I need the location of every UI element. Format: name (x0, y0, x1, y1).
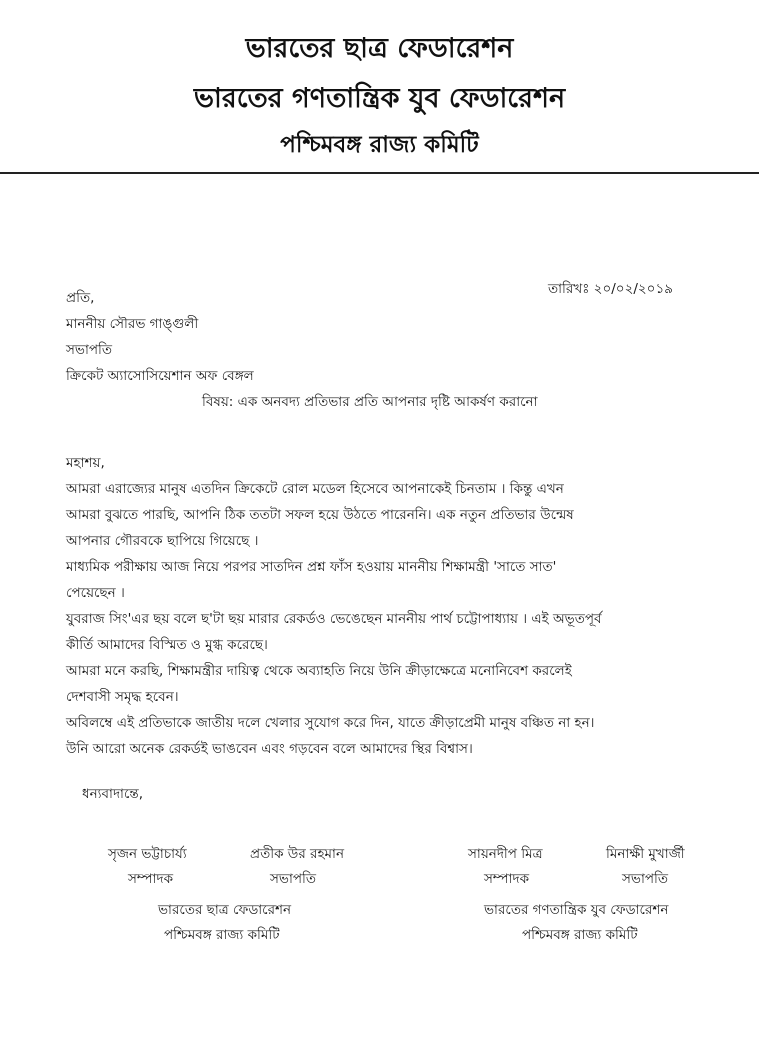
letter-subject: বিষয়: এক অনবদ্য প্রতিভার প্রতি আপনার দৃষ্টি আকর্ষণ করানো (202, 394, 538, 410)
body-line: আমরা মনে করছি, শিক্ষামন্ত্রীর দায়িত্ব থেকে অব্যাহতি নিয়ে উনি ক্রীড়াক্ষেত্রে মনোনিবেশ করলেই (66, 663, 572, 679)
body-line: আপনার গৌরবকে ছাপিয়ে গিয়েছে । (66, 533, 259, 549)
recipient-title: সভাপতি (66, 342, 113, 358)
body-line: অবিলম্বে এই প্রতিভাকে জাতীয় দলে খেলার সুযোগ করে দিন, যাতে ক্রীড়াপ্রেমী মানুষ বঞ্চিত না হন। (66, 715, 595, 731)
recipient-org: ক্রিকেট অ্যাসোসিয়েশান অফ বেঙ্গল (66, 368, 254, 384)
signatory-role: সভাপতি (270, 871, 317, 887)
organization-committee: পশ্চিমবঙ্গ রাজ্য কমিটি (164, 927, 280, 943)
signatory-role: সভাপতি (622, 871, 669, 887)
signatory-role: সম্পাদক (128, 871, 174, 887)
signatory-name: মিনাক্ষী মুখার্জী (606, 846, 685, 862)
body-line: যুবরাজ সিং'এর ছয় বলে ছ'টা ছয় মারার রেকর্ডও ভেঙেছেন মাননীয় পার্থ চট্টোপাধ্যায় । এই অভূতপূর্ব (66, 611, 602, 627)
body-line: দেশবাসী সমৃদ্ধ হবেন। (66, 689, 179, 705)
body-line: আমরা বুঝতে পারছি, আপনি ঠিক ততটা সফল হয়ে উঠতে পারেননি। এক নতুন প্রতিভার উন্মেষ (66, 507, 574, 523)
organization-name: ভারতের ছাত্র ফেডারেশন (158, 902, 292, 918)
header-divider (0, 172, 759, 174)
body-line: মাধ্যমিক পরীক্ষায় আজ নিয়ে পরপর সাতদিন প্রশ্ন ফাঁস হওয়ায় মাননীয় শিক্ষামন্ত্রী 'সাতে সাত' (66, 559, 557, 575)
body-line: পেয়েছেন । (66, 585, 125, 601)
body-line: উনি আরো অনেক রেকর্ডই ভাঙবেন এবং গড়বেন বলে আমাদের স্থির বিশ্বাস। (66, 741, 473, 757)
signatory-name: প্রতীক উর রহমান (250, 846, 345, 862)
organization-committee: পশ্চিমবঙ্গ রাজ্য কমিটি (522, 927, 638, 943)
salutation: মহাশয়, (66, 455, 105, 471)
recipient-to: প্রতি, (66, 290, 95, 306)
closing: ধন্যবাদান্তে, (82, 786, 143, 802)
letter-date: তারিখঃ ২০/০২/২০১৯ (548, 281, 673, 297)
letterhead-line-1: ভারতের ছাত্র ফেডারেশন (245, 33, 514, 64)
letterhead-line-3: পশ্চিমবঙ্গ রাজ্য কমিটি (280, 132, 479, 158)
recipient-name: মাননীয় সৌরভ গাঙ্গুলী (66, 316, 199, 332)
signatory-name: সৃজন ভট্টাচার্য্য (108, 846, 187, 862)
signatory-name: সায়নদীপ মিত্র (468, 846, 543, 862)
body-line: কীর্তি আমাদের বিস্মিত ও মুগ্ধ করেছে। (66, 637, 268, 653)
signatory-role: সম্পাদক (484, 871, 530, 887)
organization-name: ভারতের গণতান্ত্রিক যুব ফেডারেশন (484, 902, 669, 918)
letterhead-line-2: ভারতের গণতান্ত্রিক যুব ফেডারেশন (193, 83, 566, 114)
body-line: আমরা এরাজ্যের মানুষ এতদিন ক্রিকেটে রোল মডেল হিসেবে আপনাকেই চিনতাম । কিন্তু এখন (66, 481, 564, 497)
